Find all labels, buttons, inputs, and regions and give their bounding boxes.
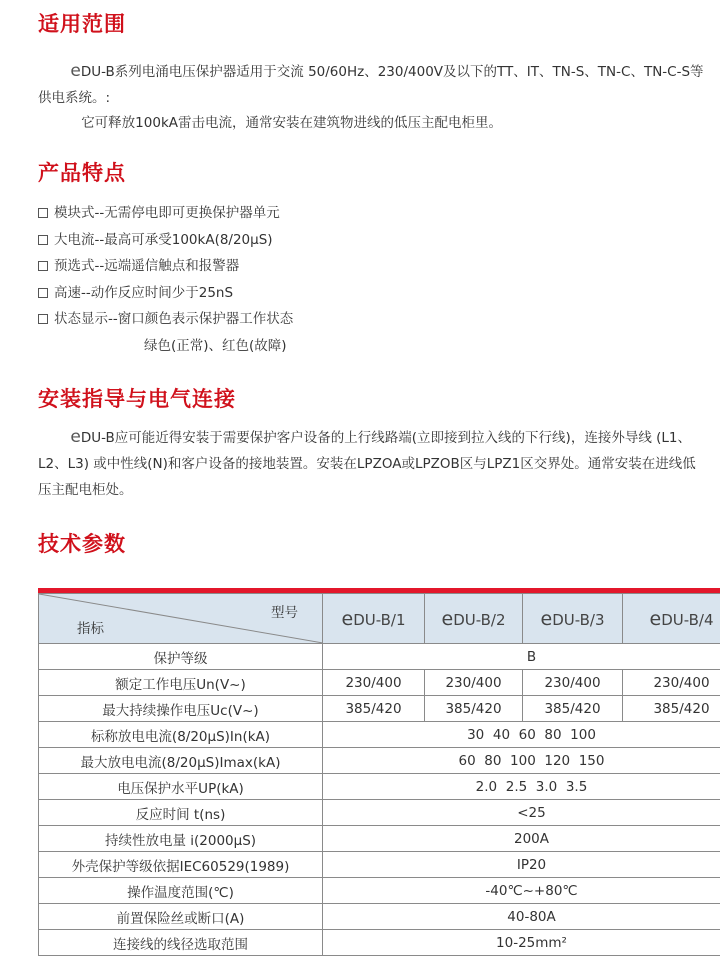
section-title-scope: 适用范围 [38, 12, 126, 36]
table-row [39, 930, 720, 956]
row-value: 230/400 [623, 670, 720, 696]
header-diagonal-cell [39, 594, 323, 644]
row-label: 最大放电电流(8/20μS)Imax(kA) [39, 748, 323, 774]
header-model-label: 型号 [271, 605, 298, 621]
row-value-merged: -40℃~+80℃ [323, 878, 720, 904]
checkbox-icon [38, 288, 48, 298]
checkbox-icon [38, 208, 48, 218]
row-label: 外壳保护等级依据IEC60529(1989) [39, 852, 323, 878]
row-label: 反应时间 t(ns) [39, 800, 323, 826]
model-header: eDU-B/1 [323, 594, 425, 644]
feature-item: 模块式--无需停电即可更换保护器单元 [38, 200, 293, 227]
row-value-merged: 2.0 2.5 3.0 3.5 [323, 774, 720, 800]
feature-subnote: 绿色(正常)、红色(故障) [144, 337, 287, 354]
install-paragraph: eDU-B应可能近得安装于需要保护客户设备的上行线路端(立即接到拉入线的下行线)，连接外导线 (L1、L2、L3) 或中性线(N)和客户设备的接地装置。安装在LPZOA或LPZOB区与LPZ1区交界处。通常安装在进线低压主配电柜处。 [38, 427, 696, 498]
checkbox-icon [38, 235, 48, 245]
row-value-merged: <25 [323, 800, 720, 826]
features-list [38, 200, 293, 359]
table-header-row [39, 594, 720, 644]
row-value-merged: 40-80A [323, 904, 720, 930]
row-value-merged: 60 80 100 120 150 [323, 748, 720, 774]
row-label: 额定工作电压Un(V~) [39, 670, 323, 696]
table-row [39, 852, 720, 878]
row-label: 电压保护水平UP(kA) [39, 774, 323, 800]
section-title-features: 产品特点 [38, 161, 126, 185]
table-row [39, 826, 720, 852]
scope-paragraph-1: eDU-B系列电涌电压保护器适用于交流 50/60Hz、230/400V及以下的TT、IT、TN-S、TN-C、TN-C-S等供电系统。: [38, 61, 704, 106]
header-index-label: 指标 [77, 621, 104, 637]
section-title-tech: 技术参数 [38, 532, 126, 556]
checkbox-icon [38, 314, 48, 324]
feature-item: 大电流--最高可承受100kA(8/20μS) [38, 227, 293, 254]
row-label: 标称放电电流(8/20μS)In(kA) [39, 722, 323, 748]
row-value: 385/420 [523, 696, 623, 722]
brand-mark: e [70, 61, 81, 81]
feature-item: 高速--动作反应时间少于25nS [38, 280, 293, 307]
model-header: eDU-B/3 [523, 594, 623, 644]
scope-paragraph-2: 它可释放100kA雷击电流，通常安装在建筑物进线的低压主配电柜里。 [81, 115, 503, 131]
feature-item: 状态显示--窗口颜色表示保护器工作状态 [38, 306, 293, 333]
row-value-merged: B [323, 644, 720, 670]
row-value: 230/400 [523, 670, 623, 696]
row-value: 385/420 [425, 696, 523, 722]
checkbox-icon [38, 261, 48, 271]
table-row [39, 774, 720, 800]
table-row [39, 878, 720, 904]
table-row [39, 644, 720, 670]
row-label: 操作温度范围(℃) [39, 878, 323, 904]
model-header: eDU-B/2 [425, 594, 523, 644]
row-value: 230/400 [425, 670, 523, 696]
section-title-install: 安装指导与电气连接 [38, 387, 236, 411]
table-row [39, 696, 720, 722]
spec-table-container [38, 588, 720, 956]
spec-table [38, 593, 720, 956]
row-value: 230/400 [323, 670, 425, 696]
row-label: 保护等级 [39, 644, 323, 670]
table-row [39, 748, 720, 774]
row-value-merged: 10-25mm² [323, 930, 720, 956]
row-value-merged: 30 40 60 80 100 [323, 722, 720, 748]
row-value: 385/420 [323, 696, 425, 722]
row-label: 前置保险丝或断口(A) [39, 904, 323, 930]
row-value-merged: 200A [323, 826, 720, 852]
row-value: 385/420 [623, 696, 720, 722]
table-row [39, 722, 720, 748]
row-value-merged: IP20 [323, 852, 720, 878]
table-row [39, 800, 720, 826]
row-label: 连接线的线径选取范围 [39, 930, 323, 956]
row-label: 持续性放电量 i(2000μS) [39, 826, 323, 852]
row-label: 最大持续操作电压Uc(V~) [39, 696, 323, 722]
model-header: eDU-B/4 [623, 594, 720, 644]
feature-item: 预选式--远端遥信触点和报警器 [38, 253, 293, 280]
table-row [39, 670, 720, 696]
table-row [39, 904, 720, 930]
brand-mark: e [70, 427, 81, 447]
